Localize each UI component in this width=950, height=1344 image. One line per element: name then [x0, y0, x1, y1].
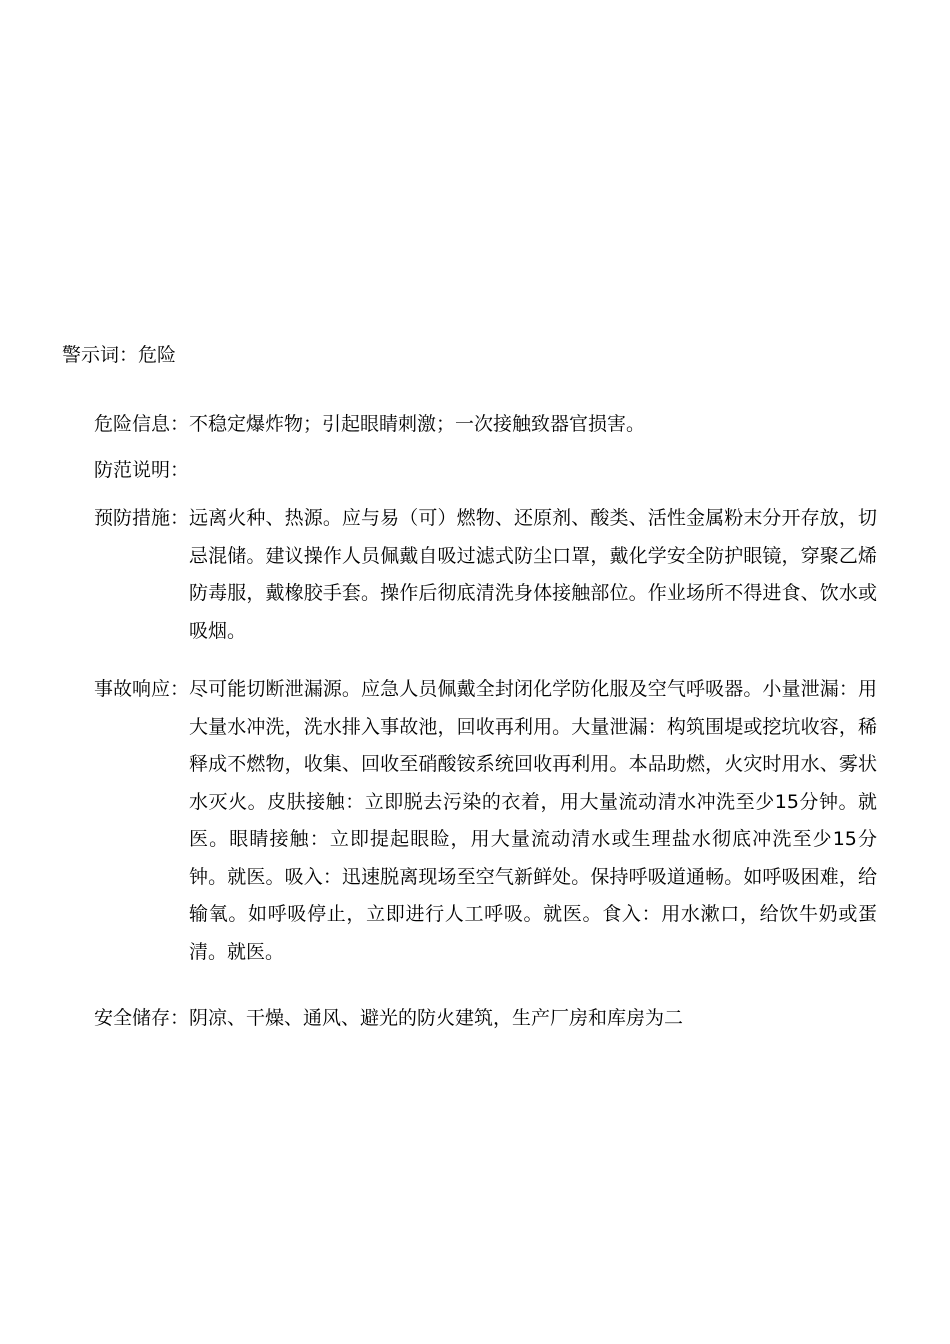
- precaution-entry: [94, 452, 894, 490]
- storage-label: 安全储存：: [94, 1007, 190, 1029]
- hazard-info-entry: [94, 406, 894, 444]
- precaution-label: 防范说明：: [94, 459, 190, 481]
- hazard-info-text: 不稳定爆炸物；引起眼睛刺激；一次接触致器官损害。: [189, 413, 646, 435]
- response-label: 事故响应：: [94, 678, 190, 700]
- hazard-info-label: 危险信息：: [94, 413, 190, 435]
- signal-word: 警示词：危险: [62, 344, 177, 366]
- storage-entry: [94, 1000, 894, 1038]
- response-text: 尽可能切断泄漏源。应急人员佩戴全封闭化学防化服及空气呼吸器。小量泄漏：用大量水冲洗，洗水排入事故池，回收再利用。大量泄漏：构筑围堤或挖坑收容，稀释成不燃物，收集、回收至硝酸铵系统回收再利用。本品助燃，火灾时用水、雾状水灭火。皮肤接触：立即脱去污染的衣着，用大量流动清水冲洗至少15分钟。就医。眼睛接触：立即提起眼睑，用大量流动清水或生理盐水彻底冲洗至少15分钟。就医。吸入：迅速脱离现场至空气新鲜处。保持呼吸道通畅。如呼吸困难，给输氧。如呼吸停止，立即进行人工呼吸。就医。食入：用水漱口，给饮牛奶或蛋清。就医。: [189, 678, 878, 963]
- prevention-label: 预防措施：: [94, 507, 190, 529]
- prevention-text: 远离火种、热源。应与易（可）燃物、还原剂、酸类、活性金属粉末分开存放，切忌混储。建议操作人员佩戴自吸过滤式防尘口罩，戴化学安全防护眼镜，穿聚乙烯防毒服，戴橡胶手套。操作后彻底清洗身体接触部位。作业场所不得进食、饮水或吸烟。: [189, 507, 878, 642]
- prevention-entry: [94, 500, 894, 650]
- response-entry: [94, 671, 894, 971]
- storage-text: 阴凉、干燥、通风、避光的防火建筑，生产厂房和库房为二: [189, 1007, 684, 1029]
